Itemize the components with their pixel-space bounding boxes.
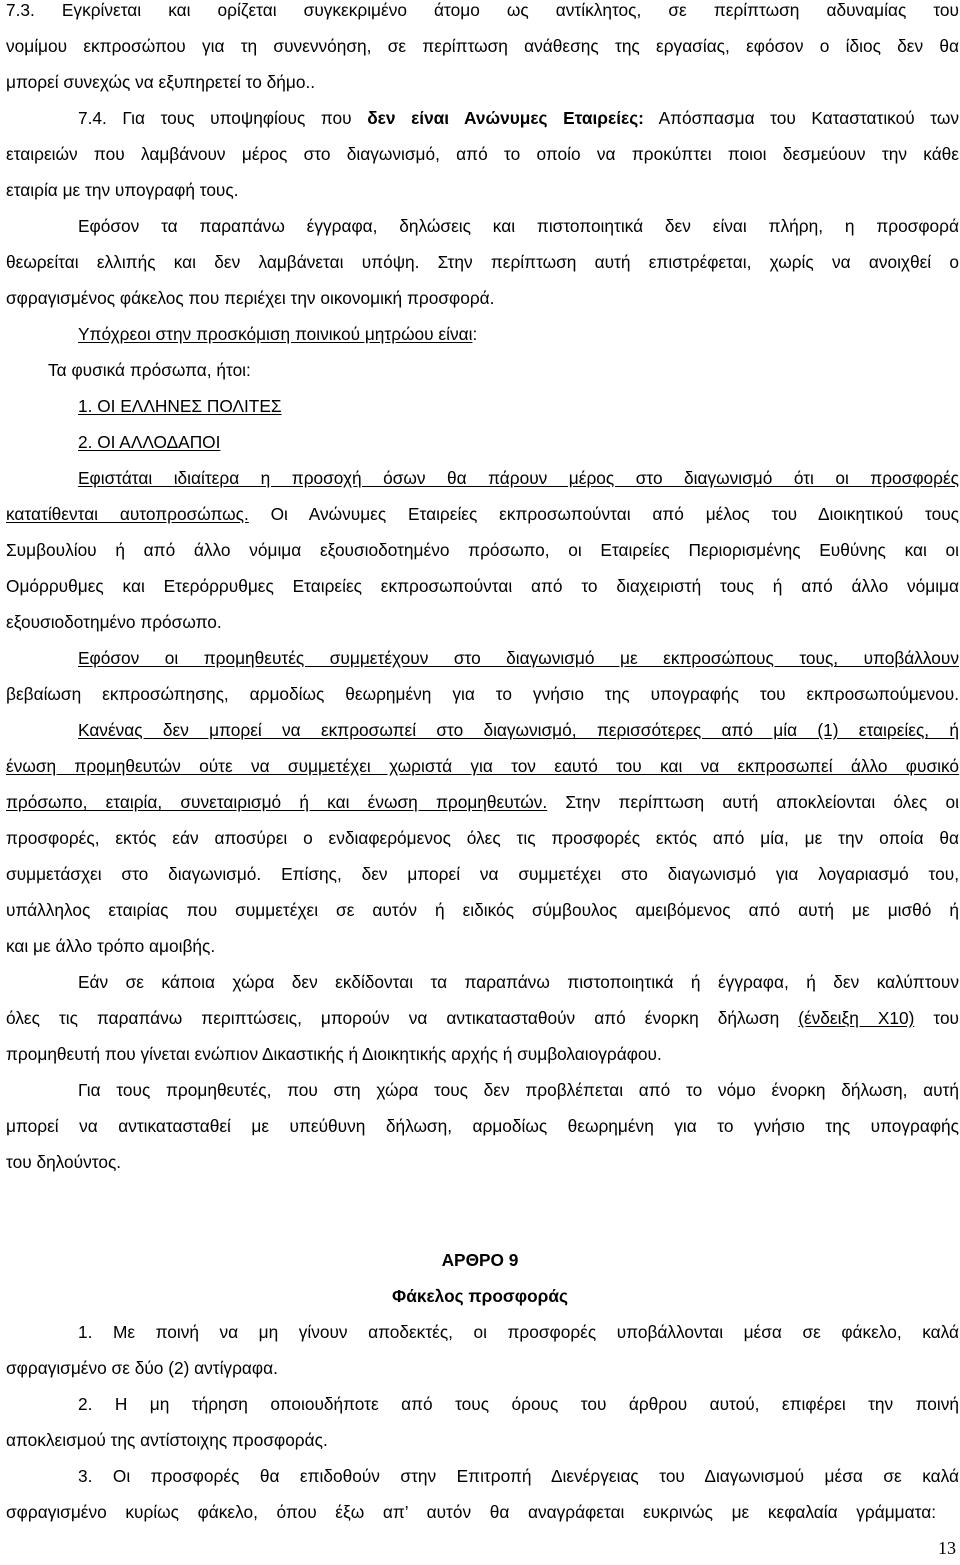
page-number: 13: [938, 1538, 956, 1558]
text-line: εταιρία με την υπογραφή τους.: [6, 180, 239, 200]
underlined-text: Υπόχρεοι στην προσκόμιση ποινικού μητρώου είναι: [78, 324, 473, 344]
text-line: και με άλλο τρόπο αμοιβής.: [6, 936, 216, 956]
text-line: Εφόσον οι προμηθευτές συμμετέχουν στο διαγωνισμό με εκπροσώπους τους, υποβάλλουν: [78, 648, 959, 668]
text-line: εταιρειών που λαμβάνουν μέρος στο διαγωνισμό, από το οποίο να προκύπτει ποιοι δεσμεύουν την κάθε: [6, 144, 959, 164]
text-line: [78, 108, 959, 128]
text-span: θεωρείται ελλιπής και δεν λαμβάνεται υπόψη.: [6, 252, 420, 272]
text-line: υπάλληλος εταιρίας που συμμετέχει σε αυτόν ή ειδικός σύμβουλος αμειβόμενος από αυτή με μισθό ή: [6, 900, 959, 920]
text-line: Κανένας δεν μπορεί να εκπροσωπεί στο διαγωνισμό, περισσότερες από μία (1) εταιρείες, ή: [78, 720, 959, 740]
text-line: [78, 324, 959, 344]
text-line: [6, 792, 959, 812]
text-line: προσφορές, εκτός εάν αποσύρει ο ενδιαφερόμενος όλες τις προσφορές εκτός από μία, με την οποία θα: [6, 828, 959, 848]
underlined-text: κατατίθενται αυτοπροσώπως.: [6, 504, 249, 524]
text-line: σφραγισμένος φάκελος που περιέχει την οικονομική προσφορά.: [6, 288, 495, 308]
text-line: Συμβουλίου ή από άλλο νόμιμα εξουσιοδοτημένο πρόσωπο, οι Εταιρείες Περιορισμένης Ευθύνης και οι: [6, 540, 959, 560]
text-line: Για τους προμηθευτές, που στη χώρα τους δεν προβλέπεται από το νόμο ένορκη δήλωση, αυτή: [78, 1080, 959, 1100]
text-line: προμηθευτή που γίνεται ενώπιον Δικαστικής ή Διοικητικής αρχής ή συμβολαιογράφου.: [6, 1044, 662, 1064]
text-line: Εάν σε κάποια χώρα δεν εκδίδονται τα παραπάνω πιστοποιητικά ή έγγραφα, ή δεν καλύπτουν: [78, 972, 959, 992]
text-span: Οι Ανώνυμες Εταιρείες εκπροσωπούνται από μέλος του Διοικητικού τους: [248, 504, 960, 524]
text-line: 2. Η μη τήρηση οποιουδήποτε από τους όρους του άρθρου αυτού, επιφέρει την ποινή: [78, 1394, 959, 1414]
text-line: ένωση προμηθευτών ούτε να συμμετέχει χωριστά για τον εαυτό του και να εκπροσωπεί άλλο φυσικό: [6, 756, 959, 776]
text-span: συμμετάσχει στο διαγωνισμό.: [6, 864, 262, 884]
text-line: σφραγισμένο κυρίως φάκελο, όπου έξω απ’ αυτόν θα αναγράφεται ευκρινώς με κεφαλαία γράμματα:: [6, 1502, 936, 1522]
text-span: Απόσπασμα του Καταστατικού των: [643, 108, 959, 128]
text-line: Εφιστάται ιδιαίτερα η προσοχή όσων θα πάρουν μέρος στο διαγωνισμό ότι οι προσφορές: [78, 468, 959, 488]
bold-text: δεν είναι Ανώνυμες Εταιρείες:: [367, 108, 644, 128]
text-span: του: [914, 1008, 959, 1028]
text-line: του δηλούντος.: [6, 1152, 122, 1172]
underlined-text: πρόσωπο, εταιρία, συνεταιρισμό ή και ένωση προμηθευτών.: [6, 792, 548, 812]
text-line: σφραγισμένο σε δύο (2) αντίγραφα.: [6, 1358, 278, 1378]
text-line: 7.3. Εγκρίνεται και ορίζεται συγκεκριμένο άτομο ως αντίκλητος, σε περίπτωση αδυναμίας του: [6, 0, 959, 20]
text-span: 7.4. Για τους υποψηφίους που: [78, 108, 368, 128]
text-line: [6, 864, 959, 884]
text-line: μπορεί να αντικατασταθεί με υπεύθυνη δήλωση, αρμοδίως θεωρημένη για το γνήσιο της υπογραφής: [6, 1116, 959, 1136]
text-line: [6, 504, 959, 524]
text-line: Εφόσον τα παραπάνω έγγραφα, δηλώσεις και πιστοποιητικά δεν είναι πλήρη, η προσφορά: [78, 216, 959, 236]
annex-reference: (ένδειξη Χ10): [798, 1008, 915, 1028]
text-span: όλες τις παραπάνω περιπτώσεις, μπορούν να αντικατασταθούν από ένορκη δήλωση: [6, 1008, 799, 1028]
text-span: Στην περίπτωση αυτή αποκλείονται όλες οι: [547, 792, 959, 812]
text-line: 3. Οι προσφορές θα επιδοθούν στην Επιτροπή Διενέργειας του Διαγωνισμού μέσα σε καλά: [78, 1466, 959, 1486]
text-span: Στην περίπτωση αυτή επιστρέφεται, χωρίς να ανοιχθεί ο: [419, 252, 959, 272]
text-line: 1. Με ποινή να μη γίνουν αποδεκτές, οι προσφορές υποβάλλονται μέσα σε φάκελο, καλά: [78, 1322, 959, 1342]
article-heading: ΑΡΘΡΟ 9: [441, 1250, 519, 1270]
text-line: [6, 1008, 959, 1028]
text-line: [6, 252, 959, 272]
text-line: Ομόρρυθμες και Ετερόρρυθμες Εταιρείες εκπροσωπούνται από το διαχειριστή τους ή από άλλο νόμιμα: [6, 576, 959, 596]
article-subheading: Φάκελος προσφοράς: [392, 1286, 568, 1306]
text-line: αποκλεισμού της αντίστοιχης προσφοράς.: [6, 1430, 328, 1450]
list-item: 1. ΟΙ ΕΛΛΗΝΕΣ ΠΟΛΙΤΕΣ: [78, 396, 282, 416]
text-line: βεβαίωση εκπροσώπησης, αρμοδίως θεωρημένη για το γνήσιο της υπογραφής του εκπροσωπούμενου.: [6, 684, 959, 704]
list-item: 2. ΟΙ ΑΛΛΟΔΑΠΟΙ: [78, 432, 221, 452]
text-span: :: [472, 324, 478, 344]
text-line: μπορεί συνεχώς να εξυπηρετεί το δήμο..: [6, 72, 316, 92]
text-line: νομίμου εκπροσώπου για τη συνεννόηση, σε περίπτωση ανάθεσης της εργασίας, εφόσον ο ίδιος δεν θα: [6, 36, 959, 56]
text-line: Τα φυσικά πρόσωπα, ήτοι:: [48, 360, 251, 380]
text-span: Επίσης, δεν μπορεί να συμμετέχει στο διαγωνισμό για λογαριασμό του,: [261, 864, 960, 884]
text-line: εξουσιοδοτημένο πρόσωπο.: [6, 612, 222, 632]
